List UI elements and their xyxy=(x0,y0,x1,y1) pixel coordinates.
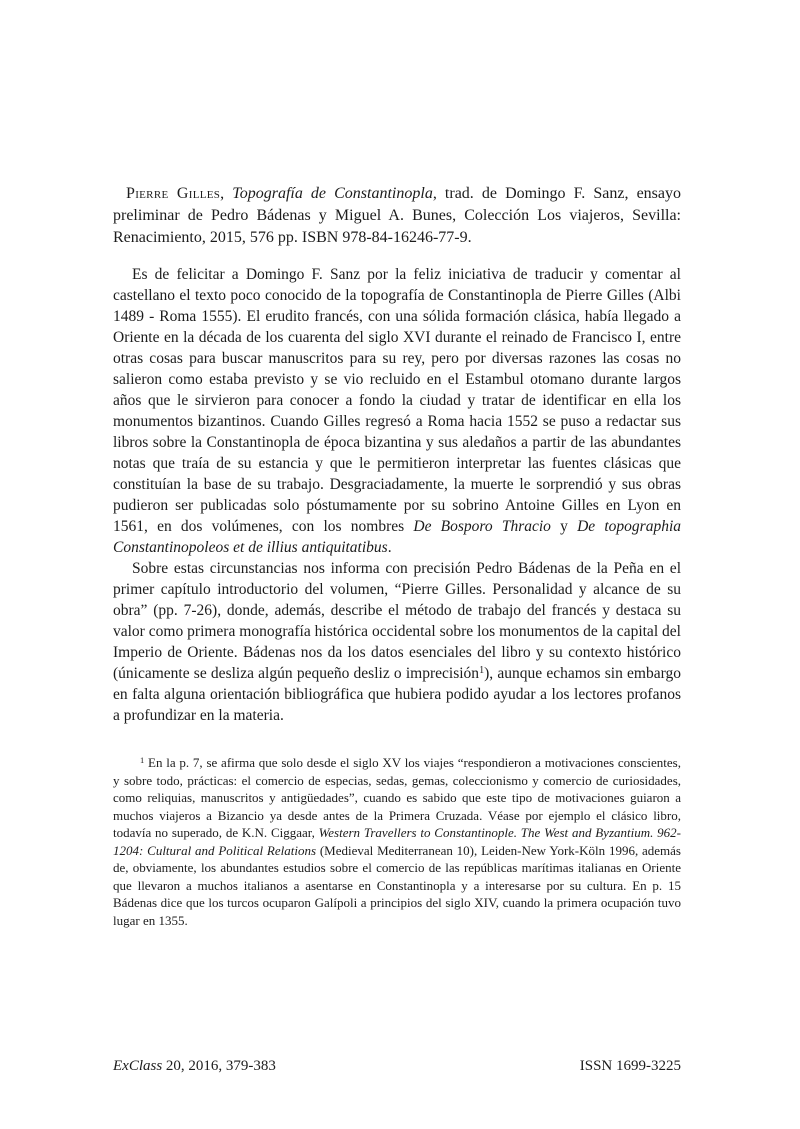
paragraph-1: Es de felicitar a Domingo F. Sanz por la feliz iniciativa de traducir y comentar al castellano el texto poco conocido de la topografía de Constantinopla de Pierre Gilles (Albi 1489 - Roma 1555). El erudito francés, con una sólida formación clásica, había llegado a Oriente en la década de los cuarenta del siglo XVI durante el reinado de Francisco I, entre otras cosas para buscar manuscritos para su rey, pero por diversas razones las cosas no salieron como estaba previsto y se vio recluido en el Estambul otomano durante largos años que le sirvieron para conocer a fondo la ciudad y tratar de identificar en ella los monumentos bizantinos. Cuando Gilles regresó a Roma hacia 1552 se puso a redactar sus libros sobre la Constantinopla de época bizantina y sus aledaños a partir de las abundantes notas que traía de su estancia y que le permitieron interpretar las fuentes clásicas que constituían la base de su trabajo. Desgraciadamente, la muerte le sorprendió y sus obras pudieron ser publicadas solo póstumamente por su sobrino Antoine Gilles en Lyon en 1561, en dos volúmenes, con los nombres De Bosporo Thracio y De topographia Constantinopoleos et de illius antiquitatibus. xyxy=(113,266,682,556)
review-body xyxy=(113,264,681,726)
page-content xyxy=(113,183,681,929)
book-citation: Pierre Gilles, Topografía de Constantinopla, trad. de Domingo F. Sanz, ensayo preliminar de Pedro Bádenas y Miguel A. Bunes, Colección Los viajeros, Sevilla: Renacimiento, 2015, 576 pp. ISBN 978-84-16246-77-9. xyxy=(113,185,681,246)
paragraph-2: Sobre estas circunstancias nos informa con precisión Pedro Bádenas de la Peña en el primer capítulo introductorio del volumen, “Pierre Gilles. Personalidad y alcance de su obra” (pp. 7-26), donde, además, describe el método de trabajo del francés y destaca su valor como primera monografía histórica occidental sobre los monumentos de la capital del Imperio de Oriente. Bádenas nos da los datos esenciales del libro y su contexto histórico (únicamente se desliza algún pequeño desliz o imprecisión$^1$), aunque echamos sin embargo en falta alguna orientación bibliográfica que hubiera podido ayudar a los lectores profanos a profundizar en la materia. xyxy=(113,560,681,724)
issn: ISSN 1699-3225 xyxy=(579,1058,681,1074)
footnote-1: $^1$ En la p. 7, se afirma que solo desde el siglo XV los viajes “respondieron a motivaciones conscientes, y sobre todo, prácticas: el comercio de especias, sedas, gemas, coleccionismo y comercio de curiosidades, como reliquias, manuscritos y antigüedades”, cuando es sabido que este tipo de motivaciones guiaron a muchos viajeros a Bizancio ya desde antes de la Primera Cruzada. Véase por ejemplo el clásico libro, todavía no superado, de K.N. Ciggaar, Western Travellers to Constantinople. The West and Byzantium. 962-1204: Cultural and Political Relations (Medieval Mediterranean 10), Leiden-New York-Köln 1996, además de, obviamente, los abundantes estudios sobre el comercio de las repúblicas marítimas italianas en Oriente que llevaron a muchos italianos a asentarse en Constantinopla y a interesarse por su cultura. En p. 15 Bádenas dice que los turcos ocuparon Galípoli a principios del siglo XIV, cuando la primera ocupación tuvo lugar en 1355. xyxy=(113,755,681,928)
page-footer xyxy=(113,1056,681,1076)
journal-reference: ExClass 20, 2016, 379-383 xyxy=(113,1058,276,1074)
